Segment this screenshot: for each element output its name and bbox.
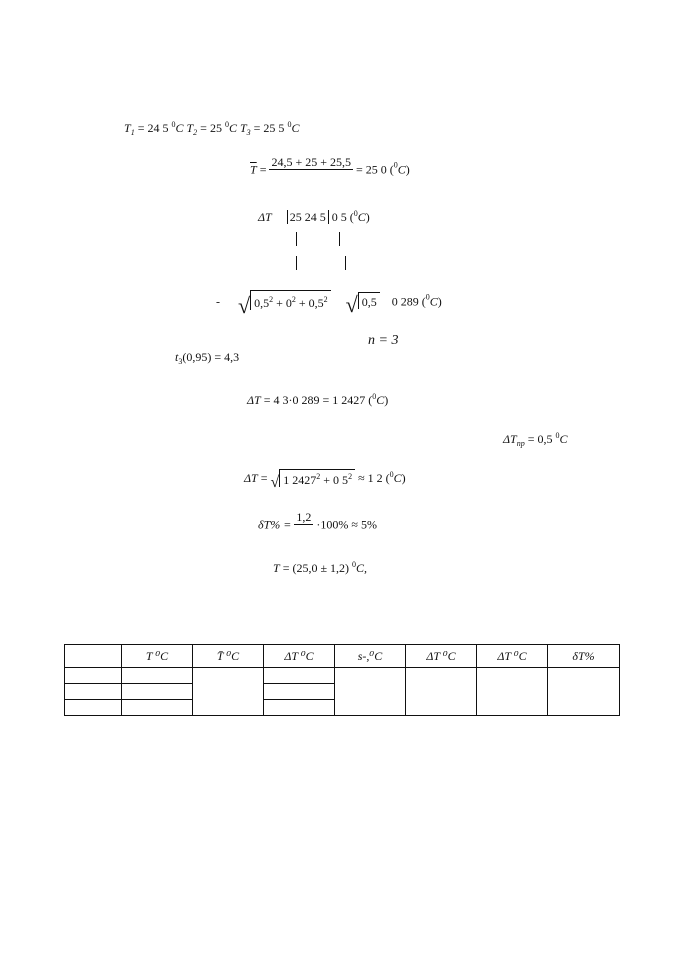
table-header-cell [65,645,122,668]
table-cell [65,700,122,716]
mean-formula: $\overline{T}$ = 24,5 + 25 + 25,5 = 25 0 ($^0$C) [250,155,410,184]
sqrt-sum-squares: √ $0,5^2 + 0^2 + 0,5^2$ [238,290,331,313]
table-cell [193,668,264,716]
relative-error-formula: δT% = 1,2 ·100% ≈ 5% [258,510,377,539]
deviation-bar [345,256,346,270]
relative-fraction: 1,2 [296,510,312,524]
deviation-formula: ΔT 25 24 5 0 5 ($^0$C) [258,209,370,224]
table-header-cell: ΔT ⁰C [406,645,477,668]
table-cell [122,668,193,684]
deviation-bar [296,256,297,270]
random-error-formula: ΔT = 4 3·0 289 = 1 2427 ($^0$C) [247,392,389,407]
table-cell [264,700,335,716]
table-cell [122,684,193,700]
measurements-line: $T_1 = 24$ 5 $^0$C $T_2 = 25$ $^0$C $T_3 = 25$ 5 $^0$C [124,120,300,137]
table-row [65,668,620,684]
deviation-bar [296,232,297,246]
table-header-cell: ΔT ⁰C [264,645,335,668]
mean-fraction: 24,5 + 25 + 25,5 [271,155,352,169]
table-header-cell: T̄ ⁰C [193,645,264,668]
table-header-cell: ΔT ⁰C [477,645,548,668]
final-result: T = (25,0 ± 1,2) $^0$C, [273,560,368,575]
table-header-cell: δT% [548,645,620,668]
table-cell [477,668,548,716]
student-coefficient: $t_3(0,95) = 4,3$ [175,350,240,366]
table-cell [65,668,122,684]
sqrt-value: √ 0,5 [346,292,380,312]
table-header-cell: T ⁰C [122,645,193,668]
table-header-cell: s-,⁰C [335,645,406,668]
table-cell [335,668,406,716]
table-cell [264,668,335,684]
table-cell [122,700,193,716]
table-cell [264,684,335,700]
results-table [64,644,620,716]
table-header-row [65,645,620,668]
sqrt-total: √ 1 $2427^2 + 0$ $5^2$ [271,469,356,490]
deviation-bar [339,232,340,246]
table-cell [406,668,477,716]
table-cell [548,668,620,716]
std-dev-formula: - √ $0,5^2 + 0^2 + 0,5^2$ √ 0,5 0 289 ($^0$C) [216,291,442,318]
table-cell [65,684,122,700]
total-error-formula: ΔT = √ 1 $2427^2 + 0$ $5^2 \approx 1$ 2 ($^0$C) [244,470,406,491]
sample-count: n = 3 [368,333,399,348]
instrument-error: $\Delta T_{пр} = 0,5$ $^0$C [503,431,568,448]
